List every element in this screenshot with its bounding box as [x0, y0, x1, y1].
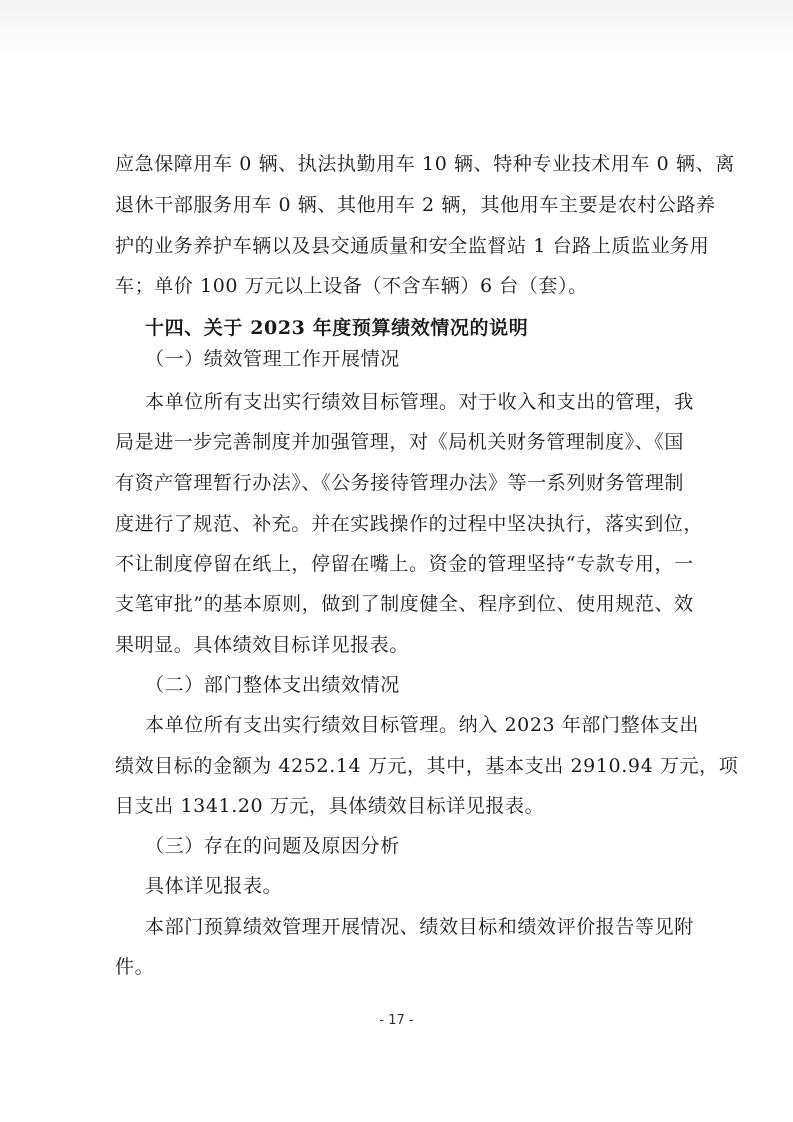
page-number: - 17 - [379, 1013, 414, 1028]
subsection-heading: （二）部门整体支出绩效情况 [145, 674, 400, 696]
paragraph-line: 绩效目标的金额为 4252.14 万元，其中，基本支出 2910.94 万元，项 [115, 755, 739, 777]
subsection-heading: （三）存在的问题及原因分析 [145, 835, 400, 857]
paragraph-line: 本单位所有支出实行绩效目标管理。对于收入和支出的管理，我 [145, 391, 694, 413]
paragraph-line: 本单位所有支出实行绩效目标管理。纳入 2023 年部门整体支出 [145, 714, 700, 736]
section-heading: 十四、关于 2023 年度预算绩效情况的说明 [145, 317, 529, 339]
paragraph-line: 度进行了规范、补充。并在实践操作的过程中坚决执行，落实到位， [115, 513, 704, 535]
paragraph-line: 局是进一步完善制度并加强管理，对《局机关财务管理制度》、《国 [115, 431, 685, 453]
paragraph-line: 应急保障用车 0 辆、执法执勤用车 10 辆、特种专业技术用车 0 辆、离 [115, 153, 735, 175]
paragraph-line: 件。 [115, 956, 155, 978]
paragraph-line: 本部门预算绩效管理开展情况、绩效目标和绩效评价报告等见附 [145, 916, 694, 938]
paragraph-line: 不让制度停留在纸上，停留在嘴上。资金的管理坚持“专款专用，一 [115, 553, 694, 575]
paragraph-line: 具体详见报表。 [145, 875, 283, 897]
paragraph-line: 目支出 1341.20 万元，具体绩效目标详见报表。 [115, 795, 545, 817]
paragraph-line: 车；单价 100 万元以上设备（不含车辆）6 台（套）。 [115, 275, 588, 297]
paragraph-line: 支笔审批”的基本原则，做到了制度健全、程序到位、使用规范、效 [115, 593, 694, 615]
scan-shadow [0, 0, 793, 60]
subsection-heading: （一）绩效管理工作开展情况 [145, 348, 400, 370]
paragraph-line: 有资产管理暂行办法》、《公务接待管理办法》等一系列财务管理制 [115, 472, 685, 494]
paragraph-line: 退休干部服务用车 0 辆、其他用车 2 辆，其他用车主要是农村公路养 [115, 194, 716, 216]
paragraph-line: 果明显。具体绩效目标详见报表。 [115, 634, 410, 656]
paragraph-line: 护的业务养护车辆以及县交通质量和安全监督站 1 台路上质监业务用 [115, 235, 710, 257]
